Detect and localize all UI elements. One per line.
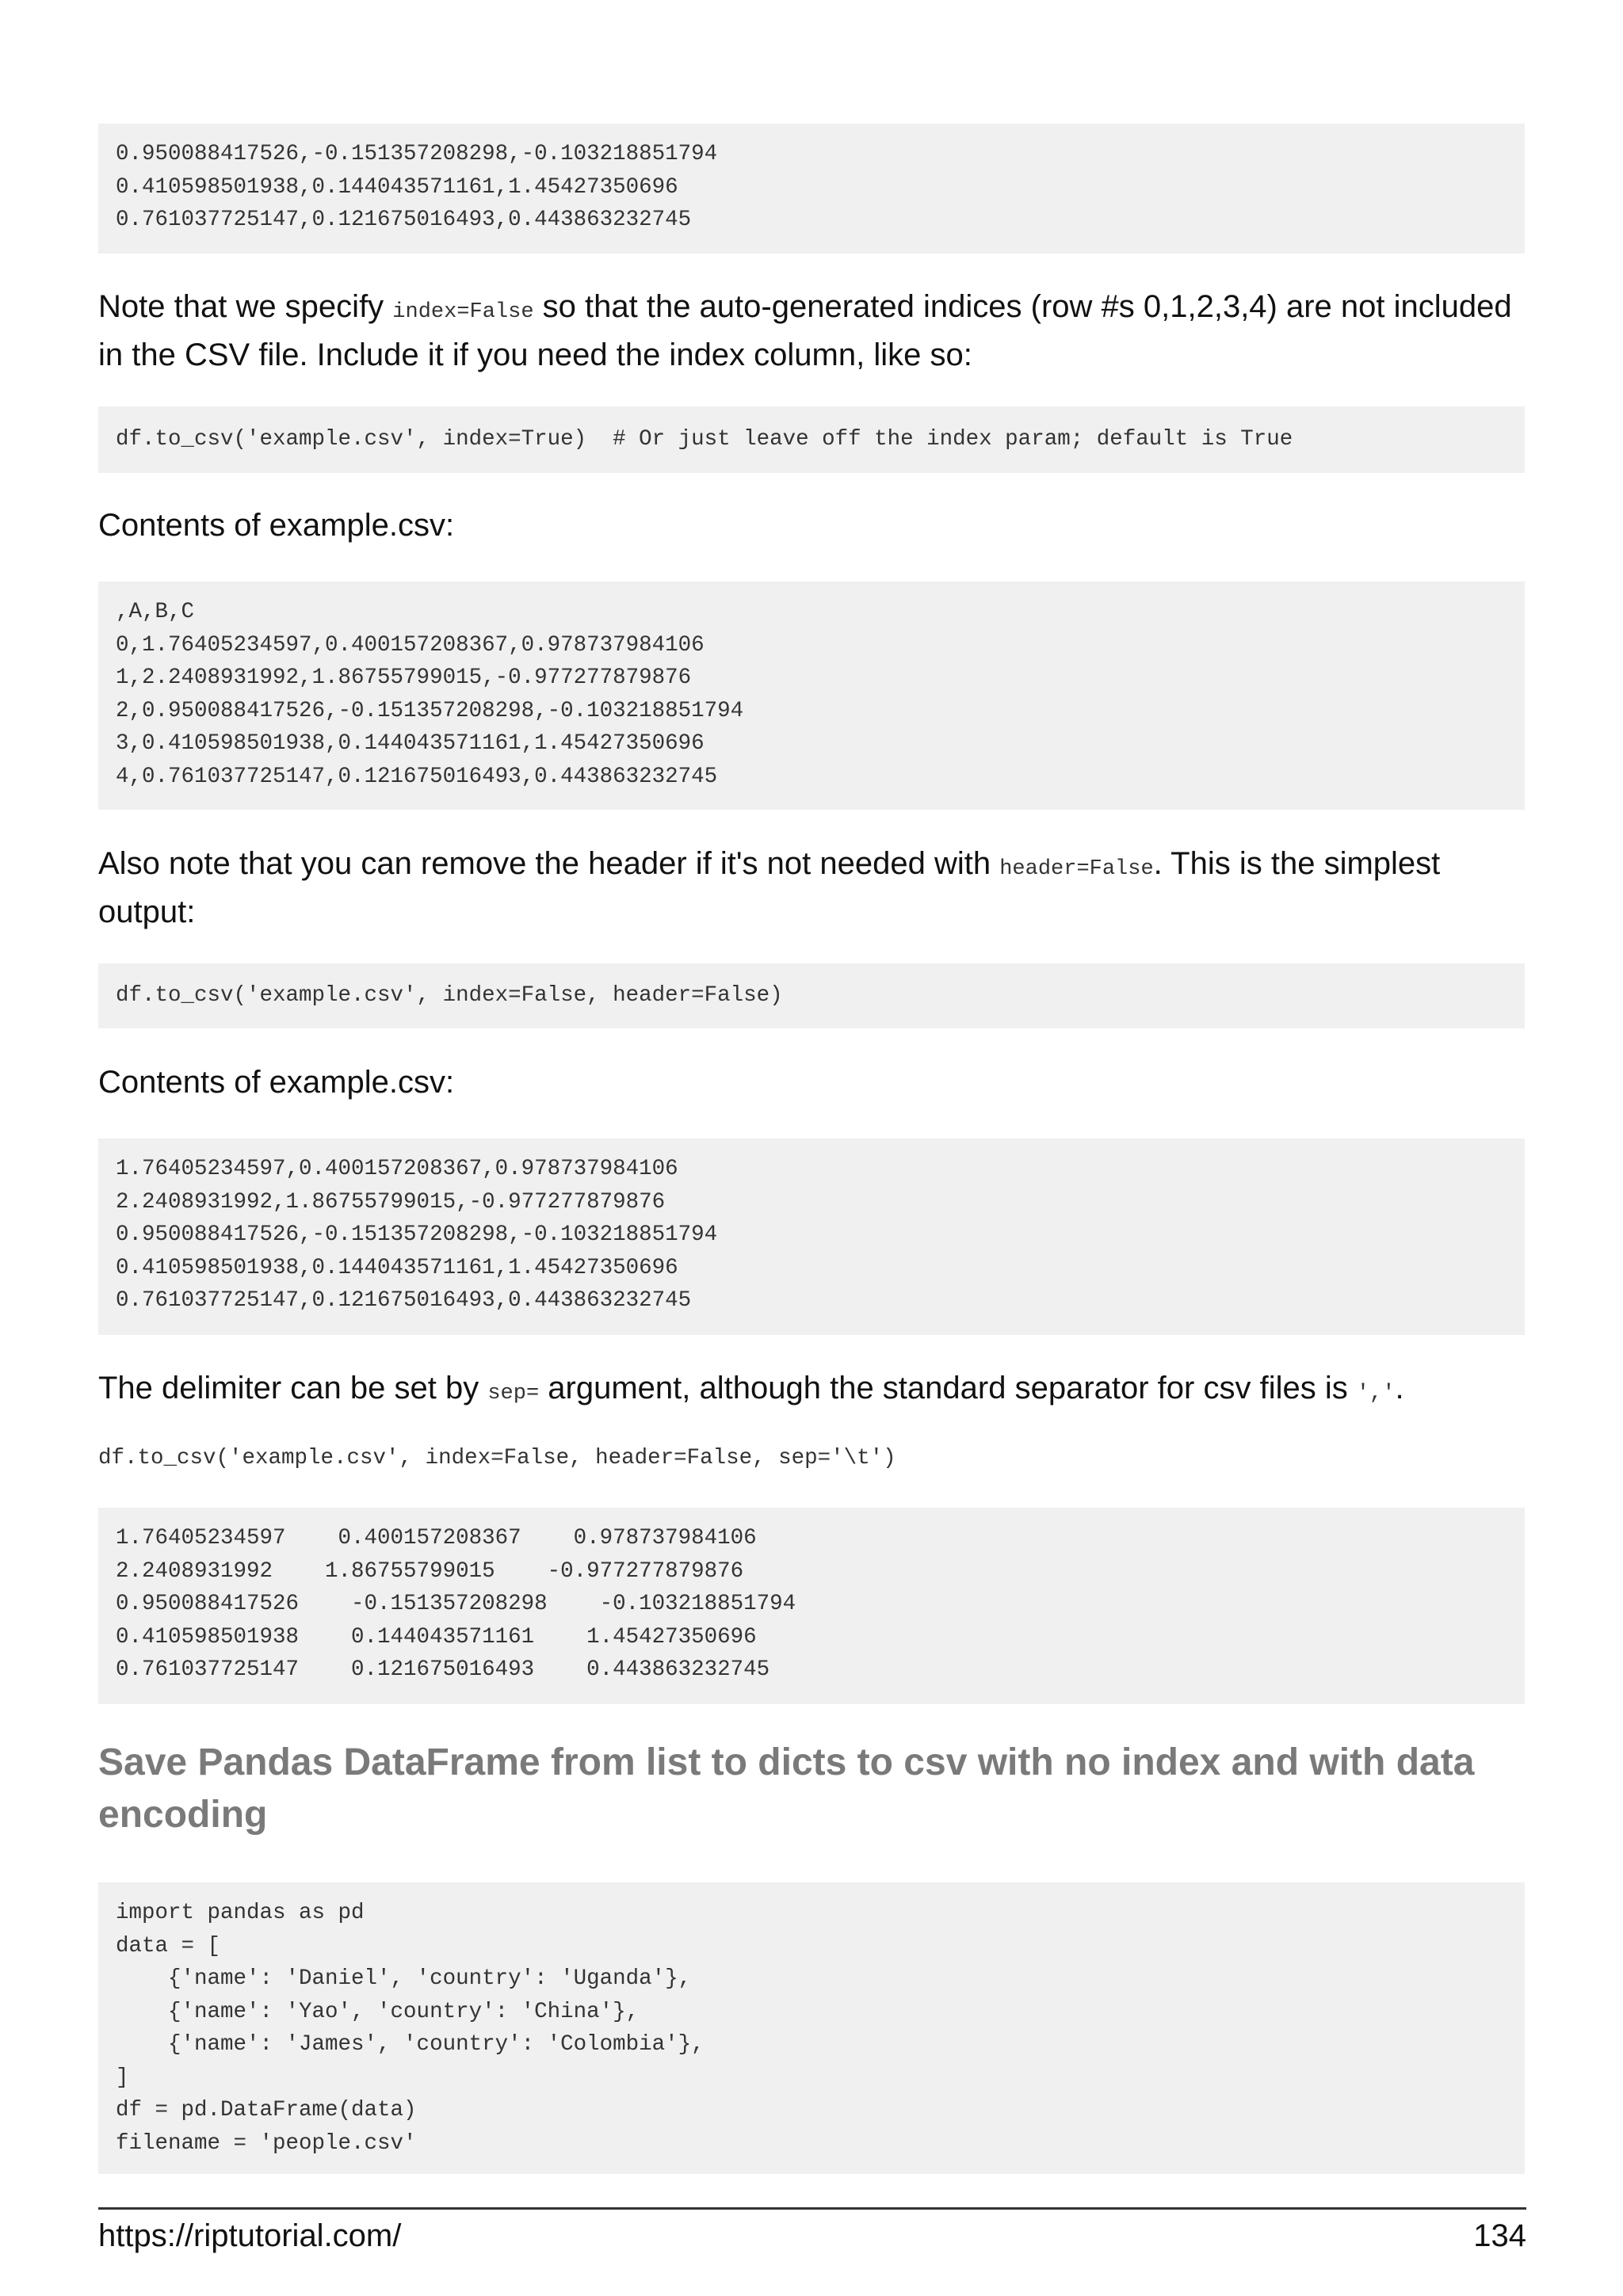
code-text: df.to_csv('example.csv', index=False, header=False): [116, 983, 783, 1008]
section-heading: Save Pandas DataFrame from list to dicts to csv with no index and with data encoding: [98, 1741, 1475, 1836]
code-text: 0.950088417526,-0.151357208298,-0.103218851794 0.410598501938,0.144043571161,1.45427350696 0.761037725147,0.121675016493,0.443863232745: [116, 142, 718, 232]
code-block-no-header: [98, 963, 1525, 1028]
inline-code: index=False: [392, 300, 534, 324]
page-number: 134: [1473, 2218, 1526, 2253]
code-block-csv-tail: [98, 124, 1525, 254]
contents-label: Contents of example.csv:: [98, 508, 455, 543]
code-text: df.to_csv('example.csv', index=True) # Or just leave off the index param; default is True: [116, 427, 1293, 452]
code-block-csv-with-index: [98, 582, 1525, 810]
code-block-csv-no-header: [98, 1138, 1525, 1335]
code-block-people: [98, 1882, 1525, 2174]
inline-code: header=False: [999, 857, 1154, 881]
footer-url: https://riptutorial.com/: [98, 2218, 402, 2253]
code-text: 1.76405234597,0.400157208367,0.978737984106 2.2408931992,1.86755799015,-0.977277879876 0.950088417526,-0.151357208298,-0.103218851794 0.410598501938,0.144043571161,1.45427350696 0.761037725147,0.121675016493,0.443863232745: [116, 1157, 718, 1313]
inline-code: ',': [1356, 1382, 1396, 1405]
footer-divider: [98, 2207, 1526, 2210]
code-line-sep: df.to_csv('example.csv', index=False, header=False, sep='\t'): [98, 1446, 896, 1470]
paragraph-index-note: Note that we specify index=False so that the auto-generated indices (row #s 0,1,2,3,4) are not included in the CSV file. Include it if you need the index column, like so:: [98, 289, 1512, 372]
contents-label: Contents of example.csv:: [98, 1065, 455, 1100]
code-text: import pandas as pd data = [ {'name': 'Daniel', 'country': 'Uganda'}, {'name': 'Yao', 'country': 'China'}, {'name': 'James', 'country': 'Colombia'}, ] df = pd.DataFrame(data) filename = 'people.csv': [116, 1901, 705, 2156]
paragraph-delimiter-note: The delimiter can be set by sep= argument, although the standard separator for csv files is ','.: [98, 1371, 1404, 1405]
code-text: 1.76405234597 0.400157208367 0.978737984106 2.2408931992 1.86755799015 -0.977277879876 0.950088417526 -0.151357208298 -0.103218851794 0.410598501938 0.144043571161 1.45427350696 0.761037725147 0.121675016493 0.443863232745: [116, 1526, 796, 1682]
code-block-index-true: [98, 406, 1525, 473]
paragraph-header-note: Also note that you can remove the header if it's not needed with header=False. This is the simplest output:: [98, 846, 1441, 929]
code-text: ,A,B,C 0,1.76405234597,0.400157208367,0.978737984106 1,2.2408931992,1.86755799015,-0.977277879876 2,0.950088417526,-0.151357208298,-0.103218851794 3,0.410598501938,0.144043571161,1.45427350696 4,0.761037725147,0.121675016493,0.443863232745: [116, 600, 744, 789]
inline-code: sep=: [487, 1382, 540, 1405]
code-block-tsv-output: [98, 1508, 1525, 1704]
